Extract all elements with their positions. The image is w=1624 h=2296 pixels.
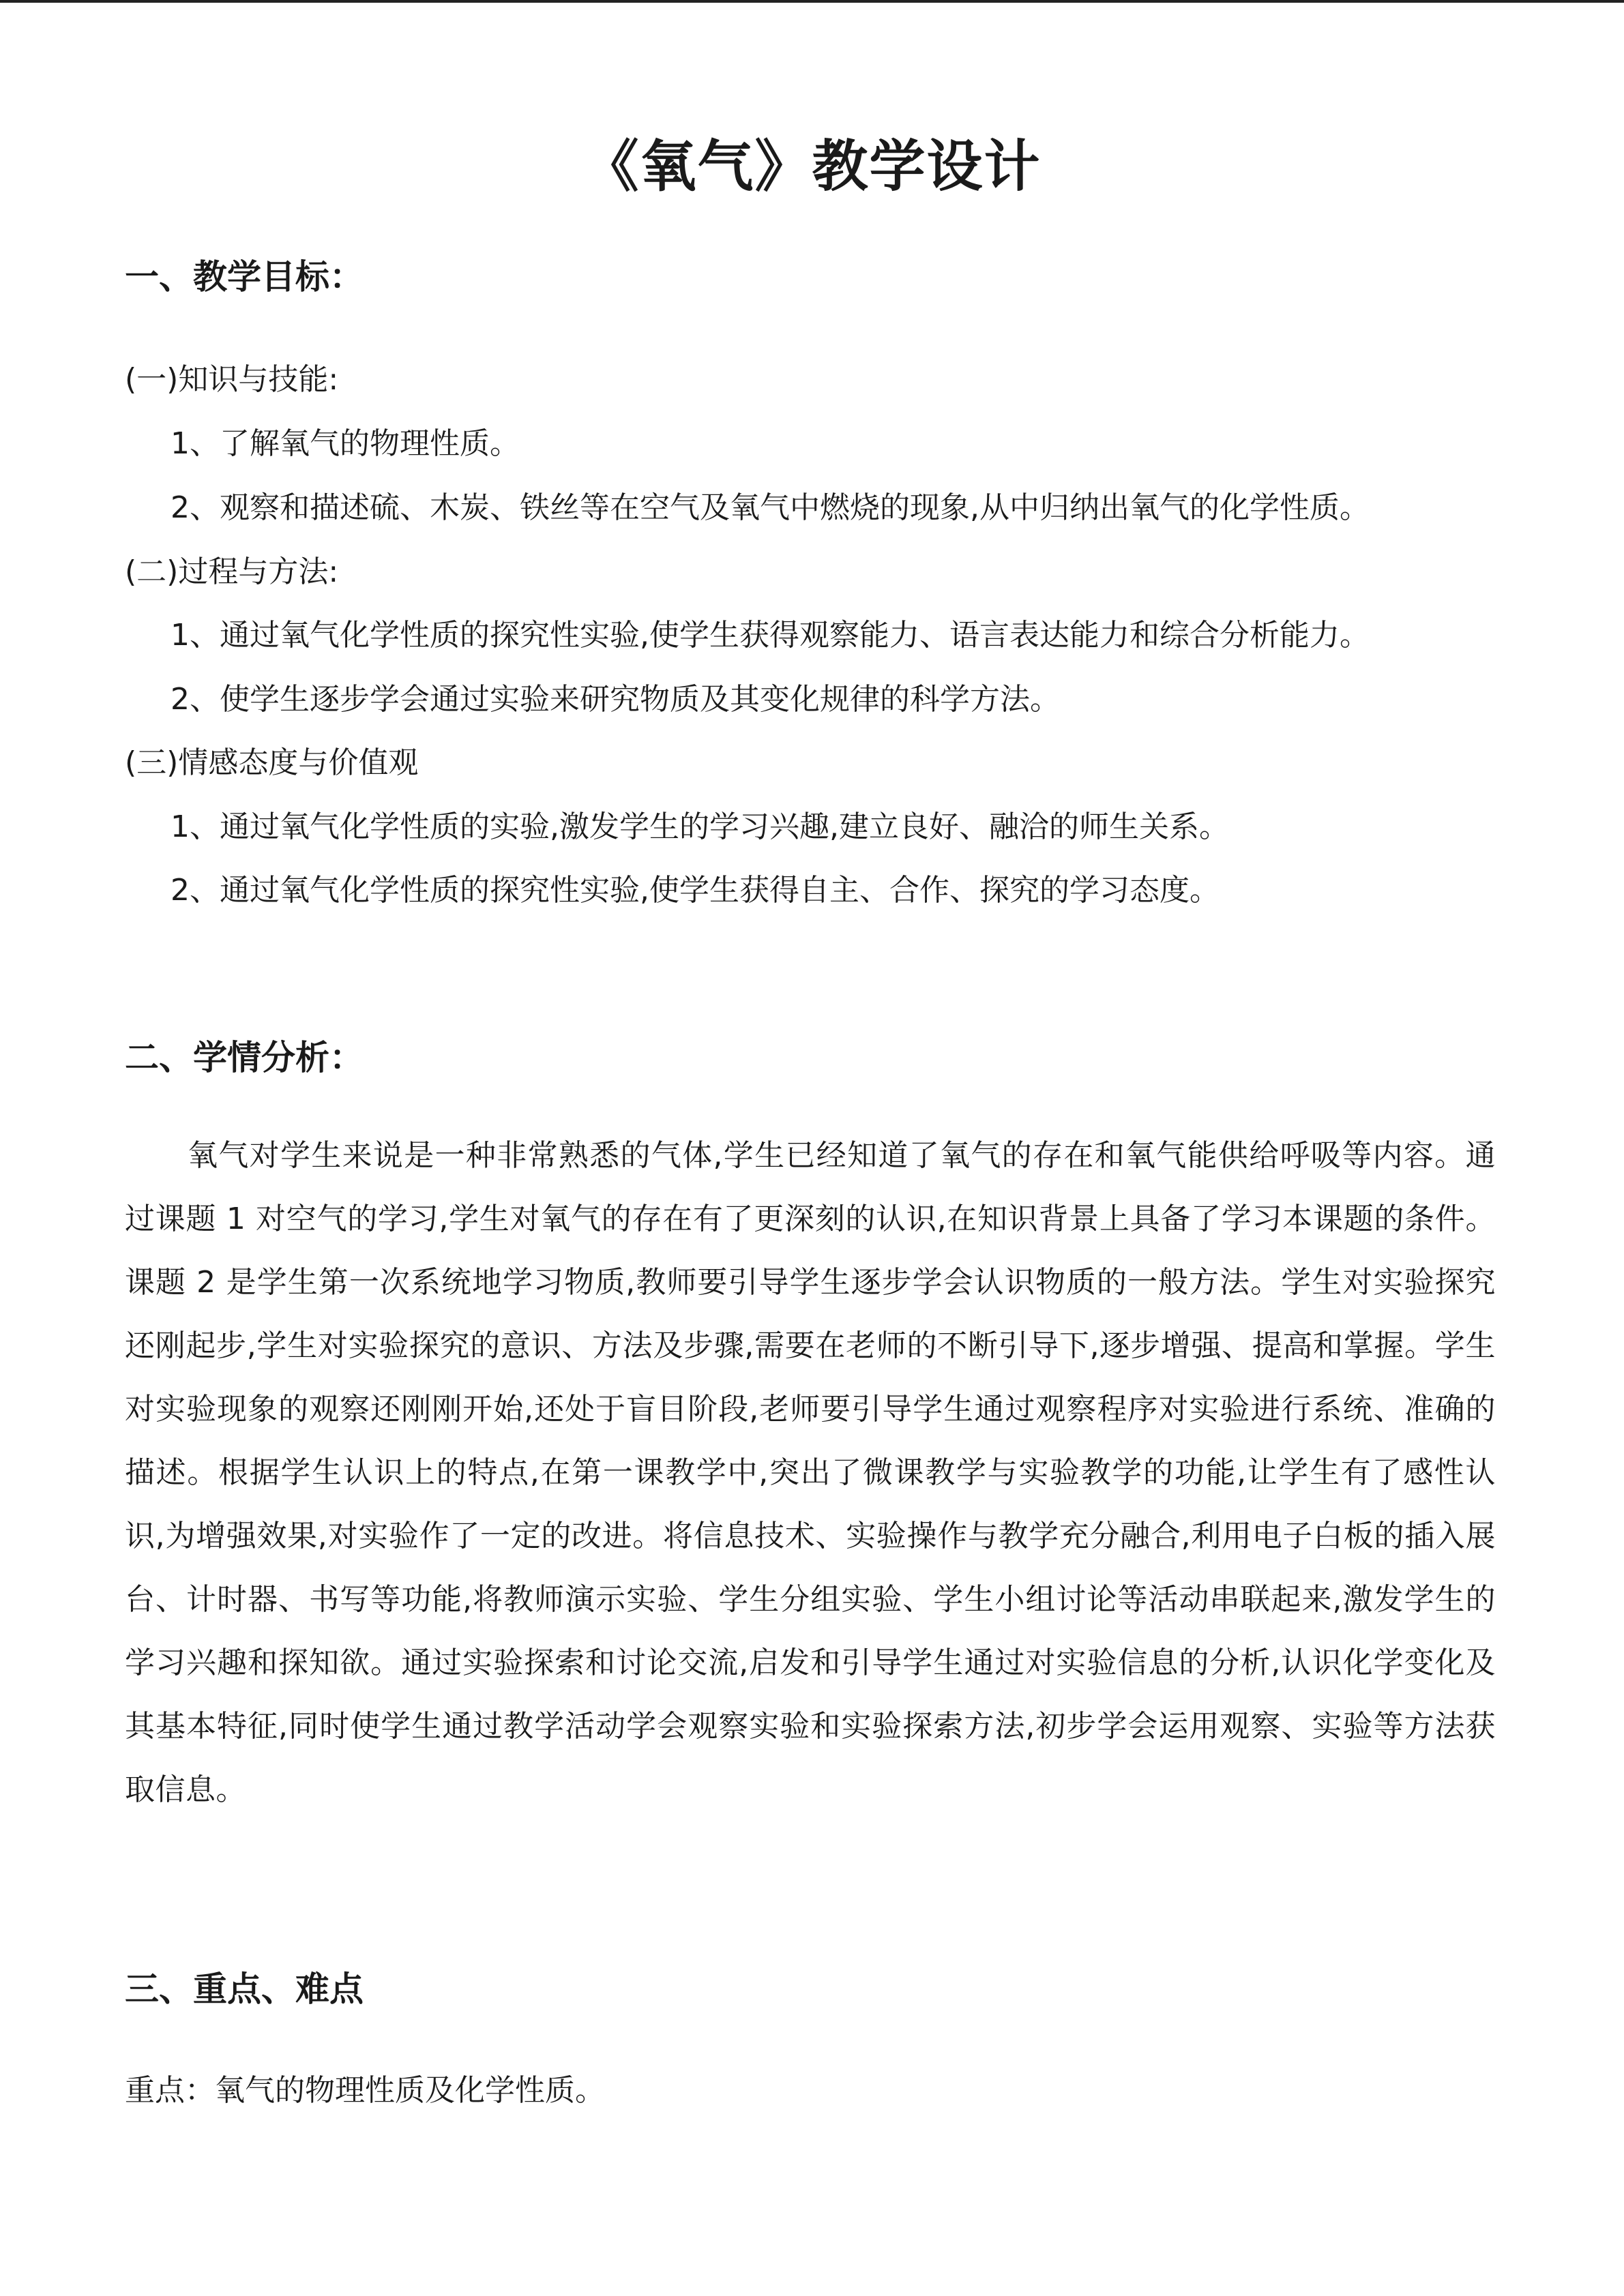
goal-item-values-1: 1、通过氧气化学性质的实验,激发学生的学习兴趣,建立良好、融洽的师生关系。 (171, 809, 1229, 844)
goal-item-values-2: 2、通过氧气化学性质的探究性实验,使学生获得自主、合作、探究的学习态度。 (171, 873, 1220, 908)
page-top-border (0, 0, 1624, 3)
goal-item-knowledge-1: 1、了解氧气的物理性质。 (171, 426, 520, 461)
subsection-emotion-values: (三)情感态度与价值观 (125, 745, 419, 780)
section-heading-student-analysis: 二、学情分析： (125, 1038, 364, 1077)
key-point-focus: 重点：氧气的物理性质及化学性质。 (125, 2073, 605, 2108)
section-heading-teaching-goals: 一、教学目标： (125, 257, 364, 297)
document-title: 《氧气》教学设计 (582, 134, 1042, 199)
student-analysis-paragraph: 氧气对学生来说是一种非常熟悉的气体,学生已经知道了氧气的存在和氧气能供给呼吸等内容。通过课题 1 对空气的学习,学生对氧气的存在有了更深刻的认识,在知识背景上具备了学习本课题的条件。课题 2 是学生第一次系统地学习物质,教师要引导学生逐步学会认识物质的一般方法。学生对实验探究还刚起步,学生对实验探究的意识、方法及步骤,需要在老师的不断引导下,逐步增强、提高和掌握。学生对实验现象的观察还刚刚开始,还处于盲目阶段,老师要引导学生通过观察程序对实验进行系统、准确的描述。根据学生认识上的特点,在第一课教学中,突出了微课教学与实验教学的功能,让学生有了感性认识,为增强效果,对实验作了一定的改进。将信息技术、实验操作与教学充分融合,利用电子白板的插入展台、计时器、书写等功能,将教师演示实验、学生分组实验、学生小组讨论等活动串联起来,激发学生的学习兴趣和探知欲。通过实验探索和讨论交流,启发和引导学生通过对实验信息的分析,认识化学变化及其基本特征,同时使学生通过教学活动学会观察实验和实验探索方法,初步学会运用观察、实验等方法获取信息。 (125, 1138, 1496, 1807)
subsection-knowledge-skills: (一)知识与技能: (125, 362, 339, 397)
goal-item-process-1: 1、通过氧气化学性质的探究性实验,使学生获得观察能力、语言表达能力和综合分析能力。 (171, 618, 1370, 653)
goal-item-process-2: 2、使学生逐步学会通过实验来研究物质及其变化规律的科学方法。 (171, 682, 1060, 717)
section-heading-key-points: 三、重点、难点 (125, 1969, 364, 2009)
goal-item-knowledge-2: 2、观察和描述硫、木炭、铁丝等在空气及氧气中燃烧的现象,从中归纳出氧气的化学性质。 (171, 490, 1370, 525)
subsection-process-methods: (二)过程与方法: (125, 554, 339, 589)
